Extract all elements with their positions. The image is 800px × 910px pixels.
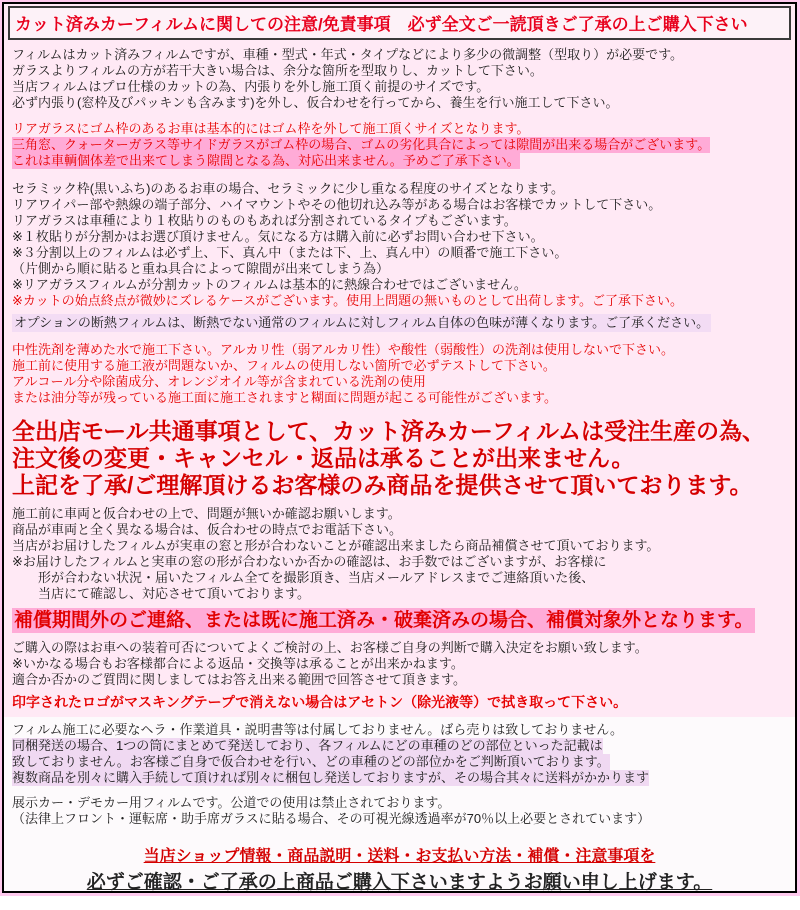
highlighted-notice-line: 複数商品を別々に購入手続して頂ければ別々に梱包し発送しておりますが、その場合其々に送料がかかります [12,770,650,785]
section-fitting-adjustment-notes [4,47,795,111]
notice-line: ガラスよりフィルムの方が若干大きい場合は、余分な箇所を型取りし、カットして下さい。 [12,63,543,78]
notice-line: フィルム施工に必要なヘラ・作業道具・説明書等は付属しておりません。ばら売りは致しておりません。 [12,722,624,737]
notice-line: ご購入の際はお車への装着可否についてよくご検討の上、お客様ご自身の判断で購入決定をお願い致します。 [12,640,648,655]
section-compensation-procedure [4,506,795,602]
notice-line: リアガラスは車種により１枚貼りのものもあれば分割されているタイプもございます。 [12,213,517,228]
notice-line: 中性洗剤を薄めた水で施工下さい。アルカリ性（弱アルカリ性）や酸性（弱酸性）の洗剤は使用しないで下さい。 [12,342,674,357]
notice-line: 必ず内張り(窓枠及びパッキンも含みます)を外し、仮合わせを行ってから、養生を行い施工して下さい。 [12,95,619,110]
notice-line: セラミック枠(黒いふち)のあるお車の場合、セラミックに少し重なる程度のサイズとなります。 [12,181,565,196]
page-title: カット済みカーフィルムに関しての注意/免責事項 必ず全文ご一読頂きご了承の上ご購入下さい [8,6,791,40]
final-confirmation-line: 必ずご確認・ご了承の上商品ご購入下さいますようお願い申し上げます。 [86,872,713,893]
notice-line: ※お届けしたフィルムと実車の窓の形が合わないか否かの確認は、お手数ではございますが、お客様に [12,554,607,569]
section-no-cancel-policy [4,418,795,499]
exclusion-headline-line: 補償期間外のご連絡、または既に施工済み・破棄済みの場合、補償対象外となります。 [14,610,754,631]
section-insulation-film-note [4,314,795,332]
section-final-confirmation [4,845,795,893]
notice-line: 展示カー・デモカー用フィルムです。公道での使用は禁止されております。 [12,795,451,810]
notice-line: 当店がお届けしたフィルムが実車の窓と形が合わないことが確認出来ましたら商品補償させて頂いております。 [12,538,660,553]
notice-line: 形が合わない状況・届いたフィルム全てを撮影頂き、当店メールアドレスまでご連絡頂いた後、 [38,570,595,585]
notice-line: または油分等が残っている施工面に施工されますと糊面に問題が起こる可能性がございます。 [12,390,557,405]
section-ceramic-split-notes [4,181,795,309]
notice-line: （法律上フロント・運転席・助手席ガラスに貼る場合、その可視光線透過率が70％以上必要とされています） [12,811,651,826]
section-compensation-exclusion [4,608,795,633]
highlighted-notice-line: これは車輌個体差で出来てしまう隙間となる為、対応出来ません。予めご了承下さい。 [12,153,520,168]
notice-line: ※リアガラスフィルムが分割カットのフィルムは基本的に熱線合わせではございません。 [12,277,527,292]
final-confirmation-link-line: 当店ショップ情報・商品説明・送料・お支払い方法・補償・注意事項を [143,848,656,865]
notice-line: アルコール分や除菌成分、オレンジオイル等が含まれている洗剤の使用 [12,374,426,389]
notice-line: ※１枚貼りが分割かはお選び頂けません。気になる方は購入前に必ずお問い合わせ下さい。 [12,229,544,244]
notice-line-warning: ※カットの始点終点が微妙にズレるケースがございます。使用上問題の無いものとして出荷します。ご了承下さい。 [12,293,684,308]
section-logo-removal-note [4,694,795,710]
notice-line: 施工前に車両と仮合わせの上で、問題が無いか確認お願いします。 [12,506,401,521]
highlighted-notice-line: 同梱発送の場合、1つの筒にまとめて発送しており、各フィルムにどの車種のどの部位といった記載は [12,738,603,753]
notice-line: フィルムはカット済みフィルムですが、車種・型式・年式・タイプなどにより多少の微調整（型取り）が必要です。 [12,47,684,62]
section-rubber-frame-notes [4,121,795,169]
notice-line: 適合か否かのご質問に関しましてはお答え出来る範囲で回答させて頂きます。 [12,672,466,687]
notice-line: ※いかなる場合もお客様都合による返品・交換等は承ることが出来かねます。 [12,656,464,671]
highlighted-notice-line: 三角窓、クォーターガラス等サイドガラスがゴム枠の場合、ゴムの劣化具合によっては隙間が出来る場合がございます。 [12,137,711,152]
highlighted-notice-line: オプションの断熱フィルムは、断熱でない通常のフィルムに対しフィルム自体の色味が薄くなります。ご了承ください。 [14,315,710,330]
notice-line: 施工前に使用する施工液が問題ないか、フィルムの使用しない箇所で必ずテストして下さい。 [12,358,556,373]
notice-line: ※３分割以上のフィルムは必ず上、下、真ん中（または下、上、真ん中）の順番で施工下さい。 [12,245,568,260]
notice-line: （片側から順に貼ると重ね具合によって隙間が出来てしまう為） [12,261,390,276]
notice-line: 印字されたロゴがマスキングテープで消えない場合はアセトン（除光液等）で拭き取って下さい。 [12,694,628,710]
policy-headline-line: 上記を了承/ご理解頂けるお客様のみ商品を提供させて頂いております。 [12,472,753,498]
section-shipping-notes [4,722,795,786]
notice-line: リアガラスにゴム枠のあるお車は基本的にはゴム枠を外して施工頂くサイズとなります。 [12,121,530,136]
notice-line: 当店フィルムはプロ仕様のカットの為、内張りを外し施工頂く前提のサイズです。 [12,79,490,94]
policy-headline-line: 全出店モール共通事項として、カット済みカーフィルムは受注生産の為、 [12,418,766,444]
highlighted-notice-line: 致しておりません。お客様ご自身で仮合わせを行い、どの車種のどの部位かをご判断頂いております。 [12,754,610,769]
notice-line: リアワイパー部や熱線の端子部分、ハイマウントやその他切れ込み等がある場合はお客様でカットして下さい。 [12,197,662,212]
notice-border-box [2,2,797,893]
bottom-white-zone [4,717,795,893]
section-purchase-decision-notes [4,640,795,688]
section-legal-use-notes [4,795,795,827]
notice-line: 当店にて確認し、対応させて頂いております。 [38,586,310,601]
section-detergent-notes [4,342,795,406]
notice-line: 商品が車両と全く異なる場合は、仮合わせの時点でお電話下さい。 [12,522,403,537]
policy-headline-line: 注文後の変更・キャンセル・返品は承ることが出来ません。 [12,445,635,471]
